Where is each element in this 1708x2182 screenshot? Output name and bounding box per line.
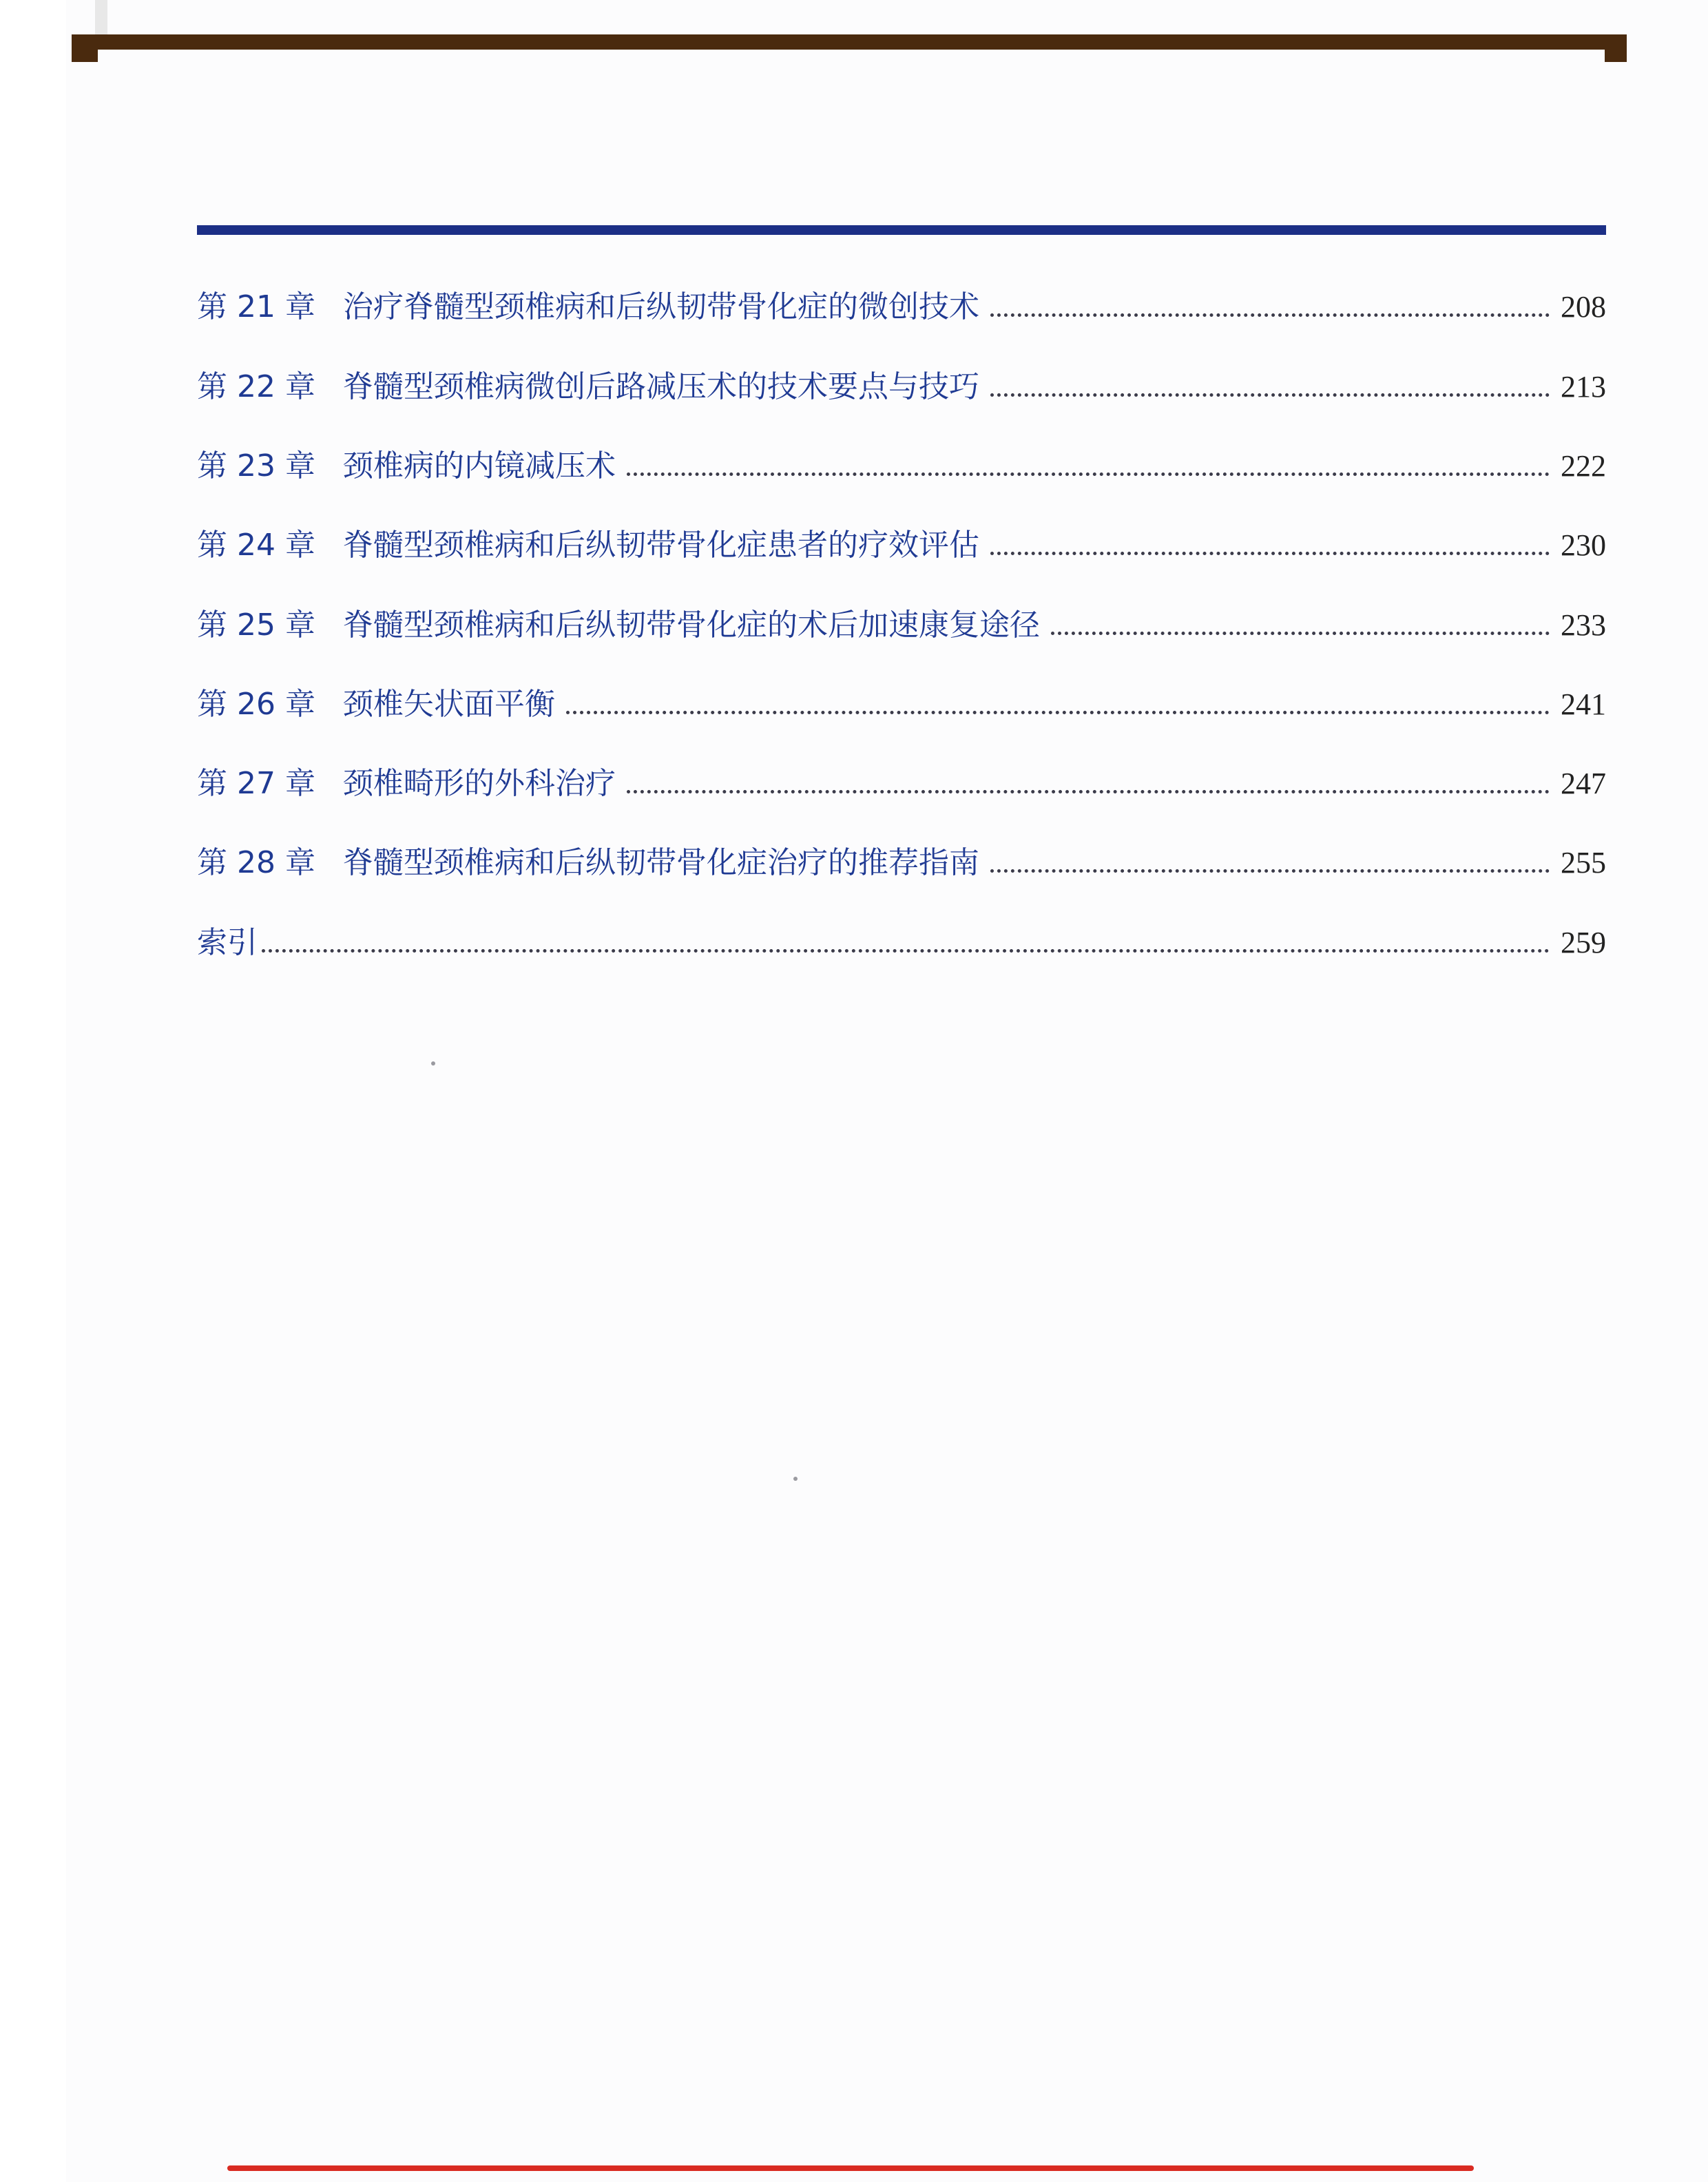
chapter-number: 第 21 章 [197, 289, 315, 324]
chapter-number: 第 25 章 [197, 607, 315, 643]
chapter-number: 第 27 章 [197, 766, 315, 801]
chapter-title: 脊髓型颈椎病微创后路减压术的技术要点与技巧 [343, 369, 979, 404]
bottom-edge-line [227, 2165, 1474, 2171]
dot-leader [990, 313, 1550, 317]
page-number: 241 [1561, 687, 1606, 721]
chapter-title: 治疗脊髓型颈椎病和后纵韧带骨化症的微创技术 [343, 289, 979, 324]
page-number: 255 [1561, 846, 1606, 880]
chapter-title: 颈椎畸形的外科治疗 [343, 766, 616, 801]
dot-leader [990, 552, 1550, 555]
chapter-title: 脊髓型颈椎病和后纵韧带骨化症治疗的推荐指南 [343, 845, 979, 880]
toc-entry-chapter-27[interactable] [197, 755, 1606, 799]
dot-leader [566, 711, 1550, 714]
toc-entry-chapter-25[interactable] [197, 596, 1606, 641]
header-bar-right-tab [1605, 34, 1627, 62]
chapter-title: 颈椎病的内镜减压术 [343, 448, 616, 484]
chapter-number: 第 24 章 [197, 528, 315, 563]
toc-entry-index[interactable] [197, 914, 1606, 958]
chapter-number: 第 28 章 [197, 845, 315, 880]
table-of-contents [197, 0, 1606, 2182]
toc-entry-chapter-28[interactable] [197, 834, 1606, 878]
chapter-number: 第 22 章 [197, 369, 315, 404]
page-number: 259 [1561, 926, 1606, 959]
dot-leader [627, 790, 1550, 793]
toc-entry-chapter-21[interactable] [197, 278, 1606, 322]
dot-leader [990, 393, 1550, 397]
chapter-title: 颈椎矢状面平衡 [343, 687, 555, 722]
page-number: 208 [1561, 290, 1606, 324]
chapter-number: 第 26 章 [197, 687, 315, 722]
toc-entry-chapter-24[interactable] [197, 517, 1606, 561]
page-number: 233 [1561, 608, 1606, 642]
page-margin [0, 0, 66, 2182]
index-title: 索引 [197, 925, 258, 960]
toc-entry-chapter-22[interactable] [197, 358, 1606, 402]
paper-speck [431, 1061, 435, 1066]
dot-leader [262, 949, 1550, 953]
header-bar-left-tab [72, 34, 98, 62]
page-number: 213 [1561, 370, 1606, 404]
toc-entry-chapter-23[interactable] [197, 437, 1606, 484]
dot-leader [990, 869, 1550, 873]
chapter-title: 脊髓型颈椎病和后纵韧带骨化症的术后加速康复途径 [343, 607, 1040, 643]
page-number: 247 [1561, 767, 1606, 800]
chapter-title: 脊髓型颈椎病和后纵韧带骨化症患者的疗效评估 [343, 528, 979, 563]
page-number: 230 [1561, 528, 1606, 562]
chapter-number: 第 23 章 [197, 448, 315, 484]
paper-speck [793, 1477, 798, 1481]
page-number: 222 [1561, 449, 1606, 483]
dot-leader [627, 472, 1550, 476]
toc-entry-chapter-26[interactable] [197, 676, 1606, 720]
dot-leader [1051, 632, 1550, 635]
